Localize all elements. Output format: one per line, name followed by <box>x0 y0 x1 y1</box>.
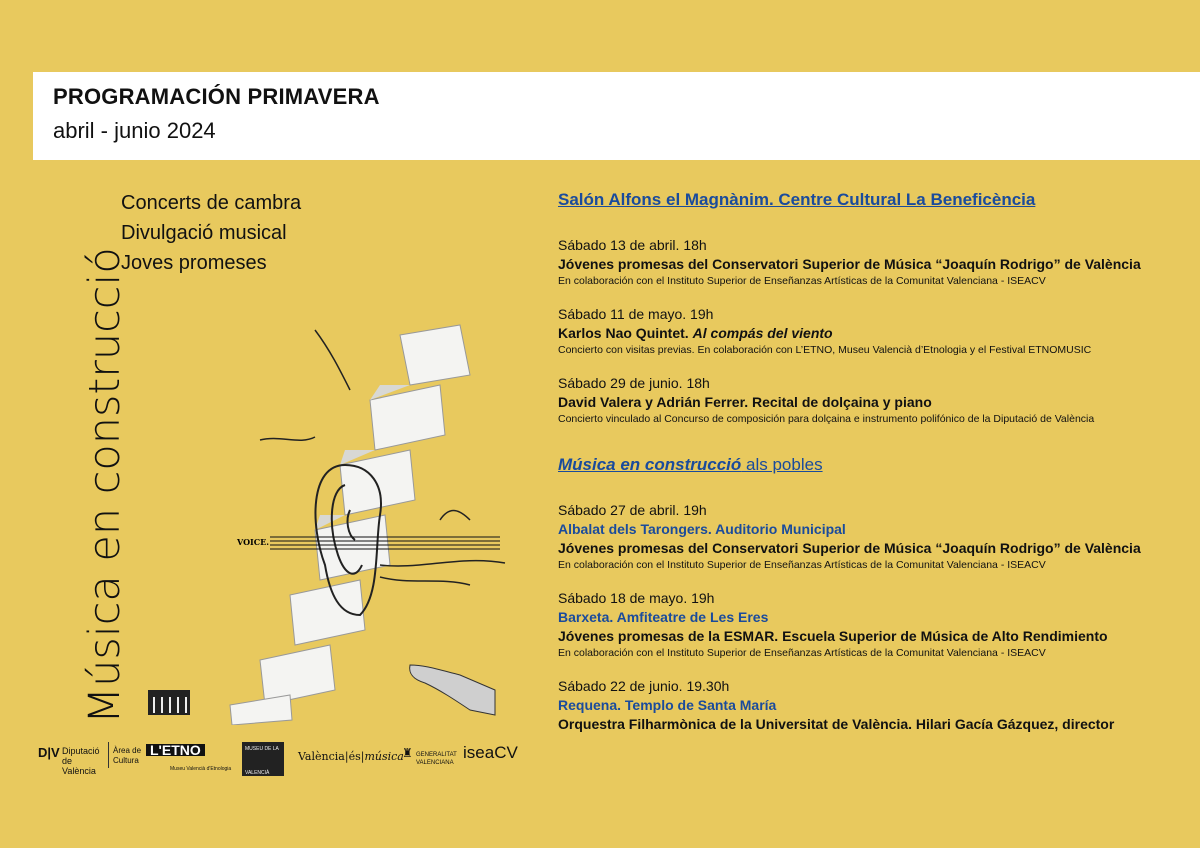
event-note: Concierto con visitas previas. En colaboración con L’ETNO, Museu Valencià d’Etnologia y el Festival ETNOMUSIC <box>558 344 1092 356</box>
event-item <box>558 236 1198 289</box>
event-note: En colaboración con el Instituto Superior de Enseñanzas Artísticas de la Comunitat Valenciana - ISEACV <box>558 275 1046 287</box>
score-label: VOICE. <box>237 537 270 547</box>
sponsor-logos: D|V Diputació de València Àrea de Cultura L'ETNO Museu Valencià d'Etnologia MUSEU DE LA VALENCIÀ València|és|música ♜ GENERALITAT VALENCIANA iseaCV <box>38 742 528 772</box>
event-title: Orquestra Filharmònica de la Universitat de València. Hilari Gacía Gázquez, director <box>558 716 1115 732</box>
category-item: Joves promeses <box>121 252 267 274</box>
event-date: Sábado 29 de junio. 18h <box>558 375 710 391</box>
program-dates: abril - junio 2024 <box>53 118 216 143</box>
event-note: En colaboración con el Instituto Superior de Enseñanzas Artísticas de la Comunitat Valenciana - ISEACV <box>558 647 1046 659</box>
event-date: Sábado 13 de abril. 18h <box>558 237 707 253</box>
event-venue: Requena. Templo de Santa María <box>558 697 777 713</box>
category-list <box>121 188 301 278</box>
event-date: Sábado 18 de mayo. 19h <box>558 590 715 606</box>
event-venue: Albalat dels Tarongers. Auditorio Municipal <box>558 521 846 537</box>
category-item: Divulgació musical <box>121 222 287 244</box>
event-item <box>558 305 1198 358</box>
event-item <box>558 501 1198 573</box>
valencia-es-musica-logo: València|és|música <box>298 750 404 763</box>
museu-logo: MUSEU DE LA VALENCIÀ <box>242 742 284 776</box>
event-item <box>558 677 1198 734</box>
section-heading-beneficencia[interactable]: Salón Alfons el Magnànim. Centre Cultural La Beneficència <box>558 190 1036 209</box>
header-banner <box>33 72 1200 160</box>
program-title: PROGRAMACIÓN PRIMAVERA <box>53 84 380 109</box>
event-title: Jóvenes promesas del Conservatori Superior de Música “Joaquín Rodrigo” de València <box>558 256 1141 272</box>
event-item <box>558 374 1198 427</box>
iseacv-logo: iseaCV <box>463 743 518 762</box>
event-item <box>558 589 1198 661</box>
event-venue: Barxeta. Amfiteatre de Les Eres <box>558 609 769 625</box>
area-cultura-logo: Àrea de Cultura <box>108 742 152 768</box>
program-listing <box>558 190 1198 734</box>
staircase-illustration <box>140 315 530 725</box>
event-title: Jóvenes promesas de la ESMAR. Escuela Superior de Música de Alto Rendimiento <box>558 628 1108 644</box>
event-title: Karlos Nao Quintet. Al compás del viento <box>558 325 833 341</box>
section-heading-pobles[interactable]: Música en construcció als pobles <box>558 455 823 474</box>
event-note: Concierto vinculado al Concurso de composición para dolçaina e instrumento polifónico de la Diputació de València <box>558 413 1095 425</box>
event-title: David Valera y Adrián Ferrer. Recital de dolçaina y piano <box>558 394 932 410</box>
event-date: Sábado 22 de junio. 19.30h <box>558 678 730 694</box>
pointing-hand <box>410 665 495 715</box>
event-title: Jóvenes promesas del Conservatori Superior de Música “Joaquín Rodrigo” de València <box>558 540 1141 556</box>
vertical-title: Música en construcció <box>80 247 130 724</box>
bat-icon: ♜ <box>402 746 413 760</box>
event-date: Sábado 27 de abril. 19h <box>558 502 707 518</box>
event-note: En colaboración con el Instituto Superior de Enseñanzas Artísticas de la Comunitat Valenciana - ISEACV <box>558 559 1046 571</box>
paper-stairs <box>230 325 470 725</box>
event-date: Sábado 11 de mayo. 19h <box>558 306 714 322</box>
category-item: Concerts de cambra <box>121 192 302 214</box>
